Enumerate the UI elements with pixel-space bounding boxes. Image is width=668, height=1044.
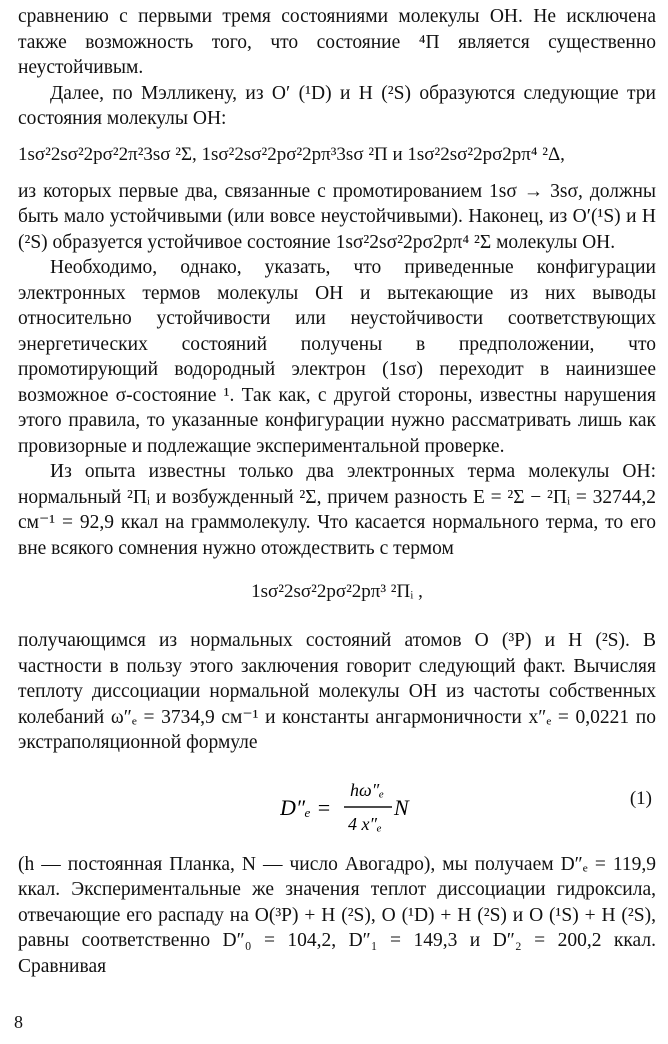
paragraph-5: Из опыта известны только два электронных терма молекулы ОН: нормальный ²Πᵢ и возбужденный ²Σ, причем разность E = ²Σ − ²Πᵢ = 32744,2 см⁻¹ = 92,9 ккал на граммолекулу. Что касается нормального терма, то его вне всякого сомнения нужно отождествить с термом bbox=[18, 461, 656, 559]
equation-number: (1) bbox=[629, 787, 652, 809]
equation-lhs: D″ₑ = bbox=[280, 794, 332, 820]
document-page bbox=[18, 4, 656, 979]
equation-numerator: hω″ₑ bbox=[350, 779, 384, 800]
equation-rhs: N bbox=[394, 794, 409, 820]
equation-1 bbox=[18, 764, 656, 852]
paragraph-3: из которых первые два, связанные с промотированием 1sσ → 3sσ, должны быть мало устойчивыми (или вовсе неустойчивыми). Наконец, из O′(¹S) и H (²S) образуется устойчивое состояние 1sσ²2sσ²2pσ2pπ⁴ ²Σ молекулы ОН. bbox=[18, 180, 656, 253]
paragraph-1: сравнению с первыми тремя состояниями молекулы ОН. Не исключена также возможность того, что состояние ⁴Π является существенно неустойчивым. bbox=[18, 6, 656, 78]
paragraph-2: Далее, по Мэлликену, из O′ (¹D) и H (²S) образуются следующие три состояния молекулы ОН: bbox=[18, 82, 656, 129]
formula-configurations: 1sσ²2sσ²2pσ²2π²3sσ ²Σ, 1sσ²2sσ²2pσ²2pπ³3sσ ²Π и 1sσ²2sσ²2pσ2pπ⁴ ²Δ, bbox=[18, 143, 565, 165]
equation-denominator: 4 x″ₑ bbox=[348, 813, 382, 834]
paragraph-6: получающимся из нормальных состояний атомов O (³P) и H (²S). В частности в пользу этого заключения говорит следующий факт. Вычисляя теплоту диссоциации нормальной молекулы ОН из частоты собственных колебаний ω″ₑ = 3734,9 см⁻¹ и константы ангармоничности x″ₑ = 0,0221 по экстраполяционной формуле bbox=[18, 630, 656, 753]
dissociation-formula bbox=[280, 774, 450, 844]
paragraph-4: Необходимо, однако, указать, что приведенные конфигурации электронных термов молекулы ОН и вытекающие из них выводы относительно устойчивости или неустойчивости соответствующих энергетических состояний получены в предположении, что промотирующий водородный электрон (1sσ) переходит в наинизшее возможное σ-состояние ¹. Так как, с другой стороны, известны нарушения этого правила, то указанные конфигурации нужно рассматривать лишь как провизорные и подлежащие экспериментальной проверке. bbox=[18, 257, 656, 457]
page-number: 8 bbox=[14, 1012, 23, 1032]
formula-ground-term: 1sσ²2sσ²2pσ²2pπ³ ²Πᵢ , bbox=[251, 581, 423, 602]
paragraph-7: (h — постоянная Планка, N — число Авогадро), мы получаем D″ₑ = 119,9 ккал. Экспериментальные же значения теплот диссоциации гидроксила, отвечающие его распаду на O(³P) + H (²S), O (¹D) + H (²S) и O (¹S) + H (²S), равны соответственно D″₀ = 104,2, D″₁ = 149,3 и D″₂ = 200,2 ккал. Сравнивая bbox=[18, 853, 656, 977]
